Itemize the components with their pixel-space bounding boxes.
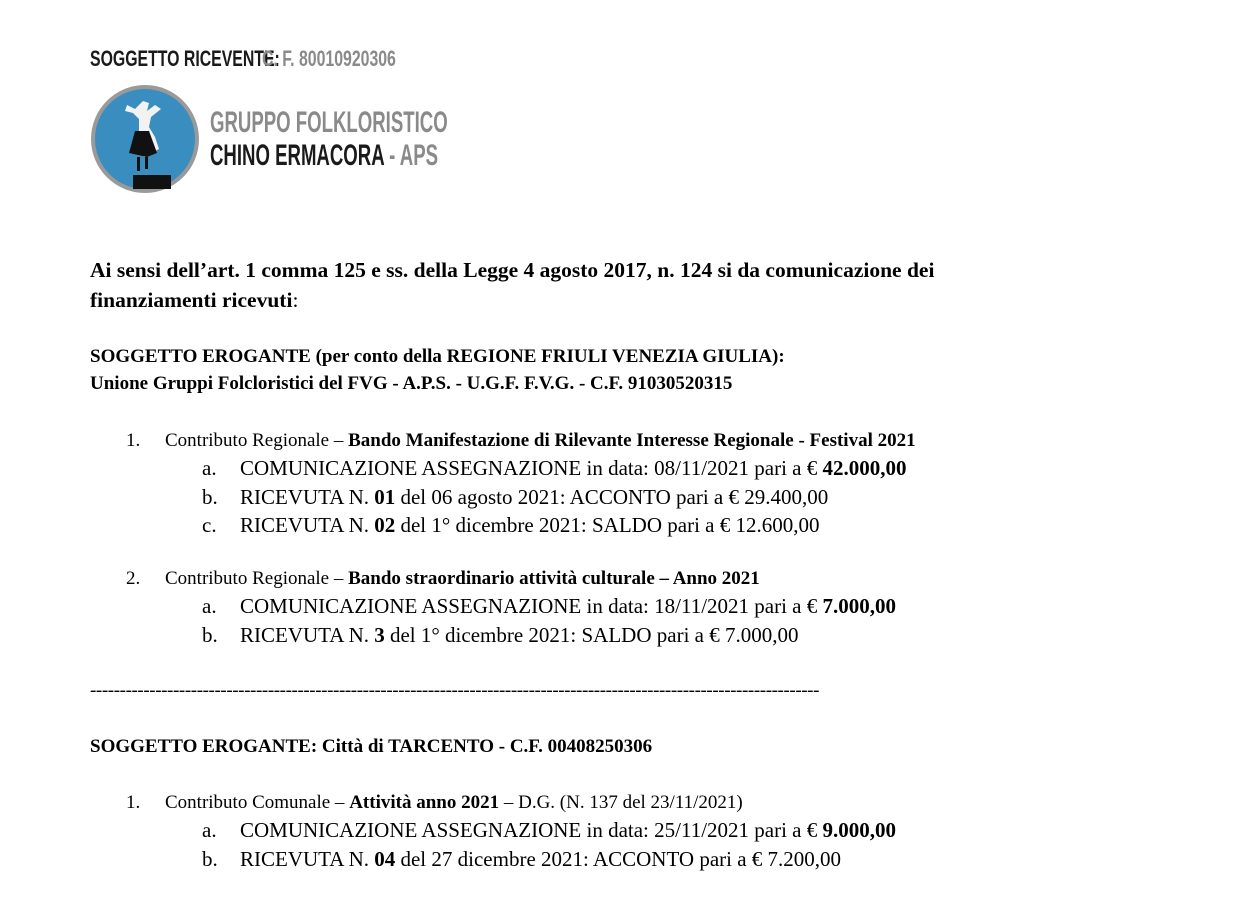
sub-item-text <box>240 594 896 619</box>
intro-line-2-bold: finanziamenti ricevuti <box>90 288 293 312</box>
logo-text-line1 <box>210 106 593 140</box>
sub-item-letter: b. <box>202 485 218 509</box>
item-title: Bando Manifestazione di Rilevante Interesse Regionale - Festival 2021 <box>348 430 916 451</box>
item-prefix: Contributo Regionale – <box>165 430 349 451</box>
sub-item-pre: RICEVUTA N. <box>240 847 375 871</box>
list-item-text <box>165 792 743 814</box>
sub-item-letter: a. <box>202 818 217 842</box>
section2-title: SOGGETTO EROGANTE: Città di TARCENTO - C.F. 00408250306 <box>90 736 653 757</box>
list-item-text <box>165 568 760 590</box>
logo-name-line1: GRUPPO FOLKLORISTICO <box>210 106 448 139</box>
section1-subtitle: Unione Gruppi Folcloristici del FVG - A.P.S. - U.G.F. F.V.G. - C.F. 91030520315 <box>90 373 733 394</box>
logo-name-line2: CHINO ERMACORA <box>210 139 384 172</box>
sub-item-bold: 3 <box>374 623 385 647</box>
item-prefix: Contributo Regionale – <box>165 568 349 589</box>
sub-item-pre: COMUNICAZIONE ASSEGNAZIONE in data: 18/11/2021 pari a € <box>240 594 823 618</box>
logo-line2-scaled <box>210 139 438 173</box>
logo-aps-suffix: - APS <box>383 139 439 172</box>
separator-line: --------------------------------------------------------------------------------------------------------------------------- <box>90 680 820 701</box>
sub-item-pre: COMUNICAZIONE ASSEGNAZIONE in data: 25/11/2021 pari a € <box>240 818 823 842</box>
sub-item-pre: COMUNICAZIONE ASSEGNAZIONE in data: 08/11/2021 pari a € <box>240 456 823 480</box>
sub-item-post: del 06 agosto 2021: ACCONTO pari a € 29.400,00 <box>395 485 829 509</box>
sub-item-text <box>240 485 828 510</box>
sub-item-letter: b. <box>202 847 218 871</box>
sub-item-post: del 1° dicembre 2021: SALDO pari a € 12.600,00 <box>395 513 820 537</box>
sub-item-bold: 42.000,00 <box>822 456 907 480</box>
sub-item-bold: 01 <box>374 485 396 509</box>
sub-item-text <box>240 847 841 872</box>
list-item <box>126 792 140 814</box>
item-title: Bando straordinario attività culturale – Anno 2021 <box>348 568 760 589</box>
list-item <box>126 430 140 452</box>
list-item-text <box>165 430 916 452</box>
sub-item-letter: b. <box>202 623 218 647</box>
sub-item-post: del 27 dicembre 2021: ACCONTO pari a € 7.200,00 <box>395 847 842 871</box>
section1-title: SOGGETTO EROGANTE (per conto della REGIONE FRIULI VENEZIA GIULIA): <box>90 346 785 367</box>
sub-item-text <box>240 818 896 843</box>
recipient-cf-wrap <box>262 46 448 72</box>
item-title: Attività anno 2021 <box>349 792 500 813</box>
dancer-logo-icon <box>89 83 201 195</box>
intro-line-1: Ai sensi dell’art. 1 comma 125 e ss. della Legge 4 agosto 2017, n. 124 si da comunicazione dei <box>90 258 935 282</box>
list-item <box>126 568 140 590</box>
sub-item-bold: 7.000,00 <box>822 594 896 618</box>
sub-item-text <box>240 513 819 538</box>
sub-item-bold: 9.000,00 <box>822 818 896 842</box>
sub-item-bold: 02 <box>374 513 396 537</box>
logo-text-line2 <box>210 139 578 173</box>
sub-item-post: del 1° dicembre 2021: SALDO pari a € 7.000,00 <box>384 623 799 647</box>
sub-item-bold: 04 <box>374 847 396 871</box>
sub-item-text <box>240 623 798 648</box>
intro-line-2 <box>90 288 298 313</box>
item-number: 1. <box>126 430 141 451</box>
sub-item-pre: RICEVUTA N. <box>240 485 375 509</box>
sub-item-letter: a. <box>202 594 217 618</box>
intro-line-2-tail: : <box>292 288 299 312</box>
sub-item-pre: RICEVUTA N. <box>240 513 375 537</box>
recipient-label: SOGGETTO RICEVENTE: <box>90 46 280 71</box>
item-number: 2. <box>126 568 141 589</box>
sub-item-text <box>240 456 907 481</box>
sub-item-pre: RICEVUTA N. <box>240 623 375 647</box>
sub-item-letter: a. <box>202 456 217 480</box>
item-prefix: Contributo Comunale – <box>165 792 350 813</box>
item-suffix: – D.G. (N. 137 del 23/11/2021) <box>499 792 743 813</box>
recipient-cf: C. F. 80010920306 <box>262 46 396 71</box>
item-number: 1. <box>126 792 141 813</box>
sub-item-letter: c. <box>202 513 217 537</box>
